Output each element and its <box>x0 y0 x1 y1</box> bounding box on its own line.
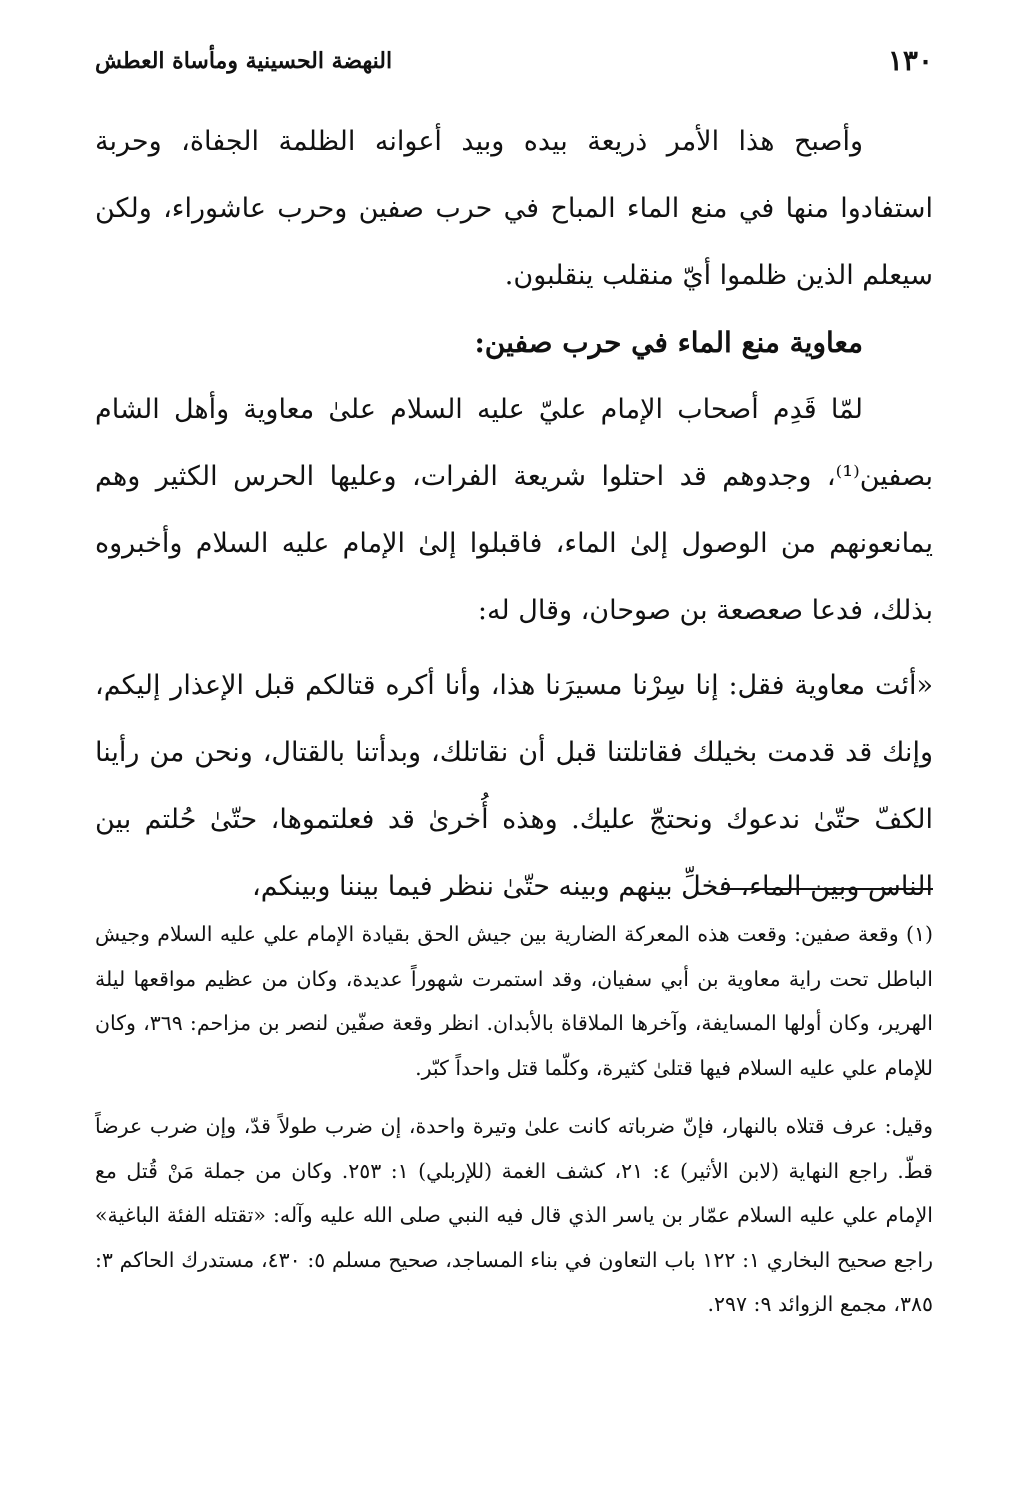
section-heading: معاوية منع الماء في حرب صفين: <box>474 326 863 359</box>
main-text <box>95 108 933 920</box>
page-number: ١٣٠ <box>887 44 933 77</box>
paragraph-narration: لمّا قَدِم أصحاب الإمام عليّ عليه السلام علىٰ معاوية وأهل الشام بصفين⁽¹⁾، وجدوهم قد احتلوا شريعة الفرات، وعليها الحرس الكثير وهم يمانعونهم من الوصول إلىٰ الماء، فاقبلوا إلىٰ الإمام عليه السلام وأخبروه بذلك، فدعا صعصعة بن صوحان، وقال له: <box>95 394 933 626</box>
footnote-separator <box>721 888 933 890</box>
footnotes <box>95 912 933 1327</box>
footnote-1-continued: وقيل: عرف قتلاه بالنهار، فإنّ ضرباته كانت علىٰ وتيرة واحدة، إن ضرب طولاً قدّ، وإن ضرب عرضاً قطّ. راجع النهاية (لابن الأثير) ٤: ٢١، كشف الغمة (للإربلي) ١: ٢٥٣. وكان من جملة مَنْ قُتل مع الإمام علي عليه السلام عمّار بن ياسر الذي قال فيه النبي صلى الله عليه وآله: «تقتله الفئة الباغية» راجع صحيح البخاري ١: ١٢٢ باب التعاون في بناء المساجد، صحيح مسلم ٥: ٤٣٠، مستدرك الحاكم ٣: ٣٨٥، مجمع الزوائد ٩: ٢٩٧. <box>95 1114 933 1316</box>
paragraph-quote: «أئت معاوية فقل: إنا سِرْنا مسيرَنا هذا، وأنا أكره قتالكم قبل الإعذار إليكم، وإنك قد قدمت بخيلك فقاتلتنا قبل أن نقاتلك، وبدأتنا بالقتال، ونحن من رأينا الكفّ حتّىٰ ندعوك ونحتجّ عليك. وهذه أُخرىٰ قد فعلتموها، حتّىٰ حُلتم بين الناس وبين الماء، فخلِّ بينهم وبينه حتّىٰ ننظر فيما بيننا وبينكم، <box>95 670 933 902</box>
paragraph-intro: وأصبح هذا الأمر ذريعة بيده وبيد أعوانه الظلمة الجفاة، وحربة استفادوا منها في منع الماء المباح في حرب صفين وحرب عاشوراء، ولكن سيعلم الذين ظلموا أيّ منقلب ينقلبون. <box>95 126 933 291</box>
footnote-1: (١) وقعة صفين: وقعت هذه المعركة الضارية بين جيش الحق بقيادة الإمام علي عليه السلام وجيش الباطل تحت راية معاوية بن أبي سفيان، وقد استمرت شهوراً عديدة، وكان من عظيم مواقعها ليلة الهرير، وكان أولها المسايفة، وآخرها الملاقاة بالأبدان. انظر وقعة صفّين لنصر بن مزاحم: ٣٦٩، وكان للإمام علي عليه السلام فيها قتلىٰ كثيرة، وكلّما قتل واحداً كبّر. <box>95 922 933 1080</box>
running-header <box>95 44 933 84</box>
running-title: النهضة الحسينية ومأساة العطش <box>95 48 393 74</box>
